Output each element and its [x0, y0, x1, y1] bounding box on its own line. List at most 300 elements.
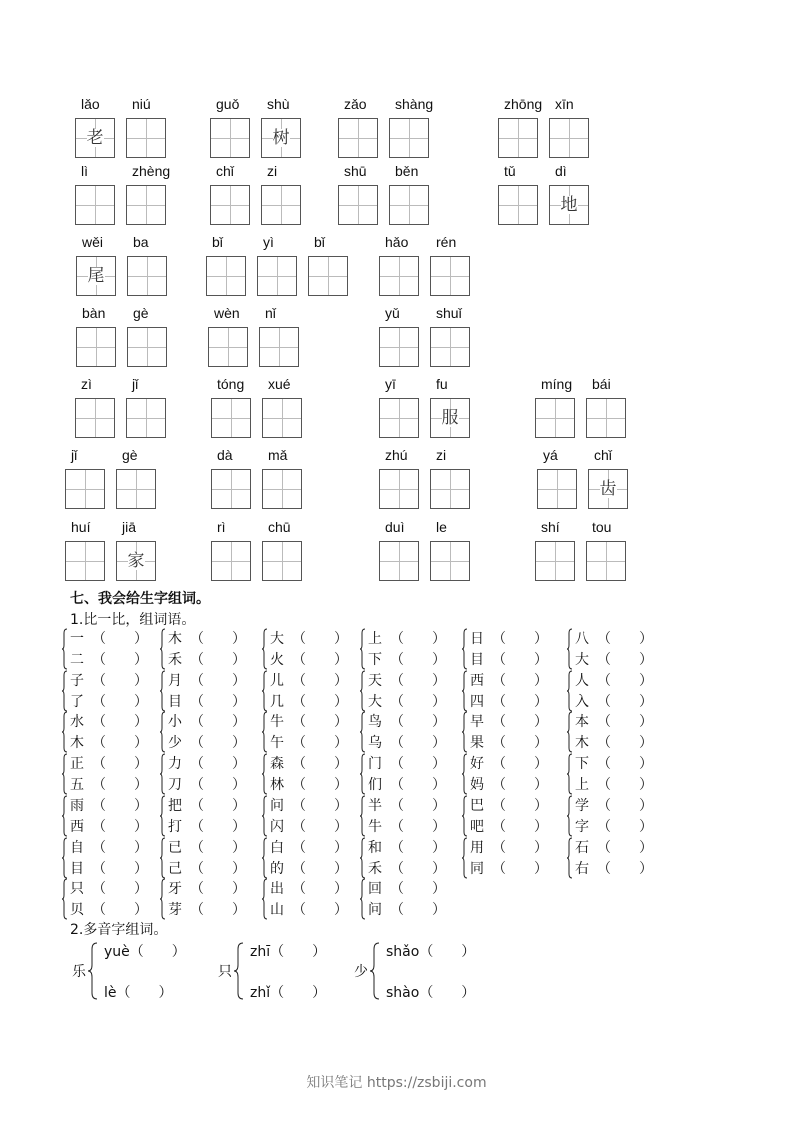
answer-blank[interactable]: （ ）	[390, 735, 446, 752]
compare-pair	[62, 837, 160, 879]
tianzige-box[interactable]	[430, 541, 470, 581]
pinyin-label: huí	[71, 519, 91, 535]
pinyin-label: zhōng	[504, 96, 543, 112]
answer-blank[interactable]: （ ）	[292, 693, 348, 710]
tianzige-box[interactable]	[389, 118, 429, 158]
tianzige-box[interactable]	[379, 256, 419, 296]
compare-pair	[567, 628, 665, 670]
tianzige-box[interactable]	[588, 469, 628, 509]
pinyin-label: ba	[133, 234, 149, 250]
compare-pair	[567, 837, 665, 879]
tianzige-box[interactable]	[65, 469, 105, 509]
answer-blank[interactable]: （ ）	[270, 944, 327, 960]
pinyin-label: zhèng	[132, 163, 171, 179]
tianzige-box[interactable]	[127, 256, 167, 296]
compare-character: 问	[270, 797, 284, 814]
compare-character: 早	[470, 714, 484, 731]
tianzige-box[interactable]	[379, 469, 419, 509]
tianzige-box[interactable]	[211, 541, 251, 581]
answer-blank[interactable]: （ ）	[190, 631, 246, 647]
answer-blank[interactable]: （ ）	[190, 881, 246, 898]
compare-character: 人	[575, 672, 589, 689]
brace-icon	[62, 837, 67, 879]
answer-blank[interactable]: （ ）	[129, 944, 186, 960]
tianzige-box[interactable]	[208, 327, 248, 367]
pinyin-label: shàng	[395, 96, 434, 112]
compare-character: 木	[575, 735, 589, 752]
compare-pair	[262, 753, 360, 795]
answer-blank[interactable]: （ ）	[190, 735, 246, 752]
answer-blank[interactable]: （ ）	[292, 860, 348, 877]
tianzige-box[interactable]	[262, 398, 302, 438]
tianzige-box[interactable]	[379, 327, 419, 367]
polyphone-character: 乐	[72, 964, 86, 980]
answer-blank[interactable]: （ ）	[92, 693, 148, 710]
compare-character: 妈	[470, 777, 484, 794]
pinyin-label: shuǐ	[436, 305, 462, 321]
compare-character: 和	[368, 839, 382, 856]
pinyin-label: le	[436, 519, 447, 535]
pinyin-label: chǐ	[216, 163, 234, 179]
brace-icon	[88, 942, 98, 1004]
brace-icon	[262, 628, 267, 670]
answer-blank[interactable]: （ ）	[492, 860, 548, 877]
compare-character: 森	[270, 756, 284, 773]
reading-pinyin: yuè	[104, 944, 130, 960]
tianzige-box[interactable]	[535, 541, 575, 581]
answer-blank[interactable]: （ ）	[390, 881, 446, 898]
answer-blank[interactable]: （ ）	[390, 797, 446, 814]
pinyin-label: hǎo	[385, 234, 409, 250]
reading-pinyin: lè	[104, 985, 117, 1001]
brace-icon	[567, 753, 572, 795]
polyphone-reading	[250, 941, 326, 961]
brace-icon	[234, 942, 244, 1004]
answer-blank[interactable]: （ ）	[92, 672, 148, 689]
tianzige-box[interactable]	[586, 541, 626, 581]
answer-blank[interactable]: （ ）	[190, 652, 246, 668]
answer-blank[interactable]: （ ）	[597, 860, 653, 877]
compare-pair	[160, 878, 258, 920]
pinyin-label: jiā	[122, 519, 137, 535]
compare-pair	[160, 711, 258, 753]
compare-character: 四	[470, 693, 484, 710]
reading-pinyin: zhī	[250, 944, 271, 960]
compare-character: 果	[470, 735, 484, 752]
compare-pair	[462, 670, 560, 712]
answer-blank[interactable]: （ ）	[190, 714, 246, 731]
compare-character: 半	[368, 797, 382, 814]
answer-blank[interactable]: （ ）	[190, 672, 246, 689]
compare-character: 把	[168, 797, 182, 814]
answer-blank[interactable]: （ ）	[190, 777, 246, 794]
pinyin-label: yá	[543, 447, 558, 463]
compare-character: 儿	[270, 672, 284, 689]
brace-icon	[160, 837, 165, 879]
answer-blank[interactable]: （ ）	[390, 756, 446, 773]
tianzige-box[interactable]	[262, 541, 302, 581]
answer-blank[interactable]: （ ）	[92, 818, 148, 835]
compare-character: 下	[575, 756, 589, 773]
compare-character: 月	[168, 672, 182, 689]
pinyin-label: běn	[395, 163, 419, 179]
compare-pair	[160, 628, 258, 670]
answer-blank[interactable]: （ ）	[492, 756, 548, 773]
answer-blank[interactable]: （ ）	[92, 839, 148, 856]
pinyin-label: tou	[592, 519, 612, 535]
answer-blank[interactable]: （ ）	[597, 631, 653, 647]
pinyin-label: gè	[133, 305, 149, 321]
pinyin-label: bǐ	[314, 234, 325, 250]
compare-character: 小	[168, 714, 182, 731]
compare-character: 林	[270, 777, 284, 794]
compare-character: 西	[70, 818, 84, 835]
brace-icon	[567, 711, 572, 753]
answer-blank[interactable]: （ ）	[492, 735, 548, 752]
compare-character: 下	[368, 652, 382, 668]
tianzige-box[interactable]	[379, 541, 419, 581]
answer-blank[interactable]: （ ）	[292, 652, 348, 668]
pinyin-label: mǎ	[268, 447, 288, 463]
tianzige-box[interactable]	[75, 398, 115, 438]
compare-pair	[262, 670, 360, 712]
tianzige-box[interactable]	[430, 256, 470, 296]
tianzige-box[interactable]	[126, 118, 166, 158]
compare-character: 白	[270, 839, 284, 856]
brace-icon	[462, 753, 467, 795]
answer-blank[interactable]: （ ）	[390, 902, 446, 919]
compare-character: 雨	[70, 797, 84, 814]
pinyin-label: bǐ	[212, 234, 223, 250]
compare-character: 字	[575, 818, 589, 835]
tianzige-box[interactable]	[261, 185, 301, 225]
brace-icon	[160, 878, 165, 920]
compare-character: 问	[368, 902, 382, 919]
answer-blank[interactable]: （ ）	[92, 714, 148, 731]
compare-pair	[62, 878, 160, 920]
brace-icon	[360, 837, 365, 879]
compare-pair	[462, 753, 560, 795]
answer-blank[interactable]: （ ）	[390, 631, 446, 647]
given-character: 服	[441, 408, 459, 428]
tianzige-box[interactable]	[259, 327, 299, 367]
compare-character: 少	[168, 735, 182, 752]
answer-blank[interactable]: （ ）	[116, 985, 173, 1001]
pinyin-label: zhú	[385, 447, 408, 463]
tianzige-box[interactable]	[379, 398, 419, 438]
tianzige-box[interactable]	[498, 118, 538, 158]
pinyin-label: jǐ	[132, 376, 139, 392]
compare-character: 水	[70, 714, 84, 731]
answer-blank[interactable]: （ ）	[92, 860, 148, 877]
compare-character: 贝	[70, 902, 84, 919]
answer-blank[interactable]: （ ）	[492, 672, 548, 689]
pinyin-label: tǔ	[504, 163, 516, 179]
answer-blank[interactable]: （ ）	[390, 714, 446, 731]
compare-pair	[462, 795, 560, 837]
answer-blank[interactable]: （ ）	[390, 777, 446, 794]
tianzige-box[interactable]	[65, 541, 105, 581]
tianzige-box[interactable]	[126, 398, 166, 438]
tianzige-box[interactable]	[76, 256, 116, 296]
pinyin-label: shí	[541, 519, 560, 535]
tianzige-box[interactable]	[498, 185, 538, 225]
tianzige-box[interactable]	[549, 185, 589, 225]
compare-pair	[567, 670, 665, 712]
pinyin-label: rì	[217, 519, 226, 535]
polyphone-reading	[104, 982, 173, 1002]
reading-pinyin: shào	[386, 985, 420, 1001]
answer-blank[interactable]: （ ）	[292, 797, 348, 814]
compare-pair	[62, 753, 160, 795]
answer-blank[interactable]: （ ）	[270, 985, 327, 1001]
polyphone-reading	[386, 982, 475, 1002]
compare-pair	[160, 753, 258, 795]
compare-character: 上	[575, 777, 589, 794]
subsection-title: 2.多音字组词。	[70, 922, 168, 938]
tianzige-box[interactable]	[126, 185, 166, 225]
brace-icon	[360, 711, 365, 753]
tianzige-box[interactable]	[127, 327, 167, 367]
answer-blank[interactable]: （ ）	[390, 839, 446, 856]
answer-blank[interactable]: （ ）	[92, 902, 148, 919]
answer-blank[interactable]: （ ）	[190, 797, 246, 814]
tianzige-box[interactable]	[308, 256, 348, 296]
pinyin-label: lì	[81, 163, 88, 179]
tianzige-box[interactable]	[261, 118, 301, 158]
tianzige-box[interactable]	[211, 398, 251, 438]
answer-blank[interactable]: （ ）	[92, 777, 148, 794]
answer-blank[interactable]: （ ）	[292, 631, 348, 647]
brace-icon	[262, 795, 267, 837]
compare-pair	[462, 837, 560, 879]
answer-blank[interactable]: （ ）	[390, 860, 446, 877]
compare-character: 五	[70, 777, 84, 794]
compare-character: 天	[368, 672, 382, 689]
compare-character: 好	[470, 756, 484, 773]
tianzige-box[interactable]	[210, 118, 250, 158]
tianzige-box[interactable]	[75, 118, 115, 158]
compare-pair	[360, 670, 458, 712]
answer-blank[interactable]: （ ）	[190, 756, 246, 773]
tianzige-box[interactable]	[338, 185, 378, 225]
pinyin-label: wèn	[214, 305, 240, 321]
answer-blank[interactable]: （ ）	[492, 631, 548, 647]
answer-blank[interactable]: （ ）	[292, 902, 348, 919]
pinyin-label: dà	[217, 447, 233, 463]
compare-character: 鸟	[368, 714, 382, 731]
answer-blank[interactable]: （ ）	[419, 985, 476, 1001]
tianzige-box[interactable]	[257, 256, 297, 296]
answer-blank[interactable]: （ ）	[492, 693, 548, 710]
polyphone-reading	[250, 982, 326, 1002]
tianzige-box[interactable]	[211, 469, 251, 509]
answer-blank[interactable]: （ ）	[390, 818, 446, 835]
pinyin-label: xīn	[555, 96, 574, 112]
tianzige-box[interactable]	[535, 398, 575, 438]
compare-pair	[262, 795, 360, 837]
compare-pair	[360, 753, 458, 795]
answer-blank[interactable]: （ ）	[597, 714, 653, 731]
answer-blank[interactable]: （ ）	[597, 839, 653, 856]
polyphone-reading	[386, 941, 475, 961]
answer-blank[interactable]: （ ）	[92, 652, 148, 668]
brace-icon	[360, 878, 365, 920]
tianzige-box[interactable]	[206, 256, 246, 296]
brace-icon	[360, 628, 365, 670]
answer-blank[interactable]: （ ）	[597, 652, 653, 668]
pinyin-label: chǐ	[594, 447, 612, 463]
answer-blank[interactable]: （ ）	[597, 735, 653, 752]
answer-blank[interactable]: （ ）	[292, 735, 348, 752]
answer-blank[interactable]: （ ）	[292, 777, 348, 794]
tianzige-box[interactable]	[338, 118, 378, 158]
answer-blank[interactable]: （ ）	[492, 777, 548, 794]
brace-icon	[462, 795, 467, 837]
pinyin-label: bàn	[82, 305, 106, 321]
tianzige-box[interactable]	[537, 469, 577, 509]
compare-character: 禾	[168, 652, 182, 668]
answer-blank[interactable]: （ ）	[190, 839, 246, 856]
brace-icon	[160, 628, 165, 670]
answer-blank[interactable]: （ ）	[292, 818, 348, 835]
polyphone-reading	[104, 941, 186, 961]
tianzige-box[interactable]	[262, 469, 302, 509]
pinyin-label: yì	[263, 234, 274, 250]
answer-blank[interactable]: （ ）	[292, 714, 348, 731]
answer-blank[interactable]: （ ）	[492, 714, 548, 731]
compare-character: 大	[270, 631, 284, 647]
tianzige-box[interactable]	[549, 118, 589, 158]
answer-blank[interactable]: （ ）	[292, 881, 348, 898]
compare-character: 目	[470, 652, 484, 668]
compare-pair	[360, 837, 458, 879]
compare-character: 大	[368, 693, 382, 710]
tianzige-box[interactable]	[116, 541, 156, 581]
answer-blank[interactable]: （ ）	[597, 693, 653, 710]
compare-pair	[62, 711, 160, 753]
tianzige-box[interactable]	[210, 185, 250, 225]
answer-blank[interactable]: （ ）	[92, 881, 148, 898]
compare-character: 石	[575, 839, 589, 856]
brace-icon	[567, 670, 572, 712]
brace-icon	[262, 711, 267, 753]
compare-character: 牙	[168, 881, 182, 898]
tianzige-box[interactable]	[389, 185, 429, 225]
compare-character: 闪	[270, 818, 284, 835]
answer-blank[interactable]: （ ）	[390, 652, 446, 668]
answer-blank[interactable]: （ ）	[190, 818, 246, 835]
pinyin-label: jǐ	[71, 447, 78, 463]
brace-icon	[462, 837, 467, 879]
tianzige-box[interactable]	[76, 327, 116, 367]
answer-blank[interactable]: （ ）	[492, 797, 548, 814]
answer-blank[interactable]: （ ）	[597, 756, 653, 773]
answer-blank[interactable]: （ ）	[92, 735, 148, 752]
compare-character: 禾	[368, 860, 382, 877]
answer-blank[interactable]: （ ）	[419, 944, 476, 960]
compare-character: 吧	[470, 818, 484, 835]
compare-character: 午	[270, 735, 284, 752]
tianzige-box[interactable]	[430, 469, 470, 509]
compare-character: 同	[470, 860, 484, 877]
brace-icon	[262, 670, 267, 712]
section-title: 七、我会给生字组词。	[70, 591, 210, 607]
answer-blank[interactable]: （ ）	[492, 839, 548, 856]
answer-blank[interactable]: （ ）	[597, 818, 653, 835]
brace-icon	[62, 795, 67, 837]
brace-icon	[360, 753, 365, 795]
compare-pair	[160, 795, 258, 837]
pinyin-label: duì	[385, 519, 405, 535]
compare-character: 刀	[168, 777, 182, 794]
answer-blank[interactable]: （ ）	[292, 756, 348, 773]
answer-blank[interactable]: （ ）	[492, 652, 548, 668]
tianzige-box[interactable]	[75, 185, 115, 225]
compare-character: 大	[575, 652, 589, 668]
compare-character: 几	[270, 693, 284, 710]
pinyin-label: niú	[132, 96, 151, 112]
answer-blank[interactable]: （ ）	[597, 797, 653, 814]
polyphone-character: 只	[218, 964, 232, 980]
subsection-title: 1.比一比，组词语。	[70, 612, 196, 628]
compare-pair	[567, 711, 665, 753]
tianzige-box[interactable]	[586, 398, 626, 438]
tianzige-box[interactable]	[430, 327, 470, 367]
answer-blank[interactable]: （ ）	[292, 672, 348, 689]
given-character: 尾	[87, 266, 105, 286]
compare-character: 芽	[168, 902, 182, 919]
tianzige-box[interactable]	[430, 398, 470, 438]
compare-character: 山	[270, 902, 284, 919]
answer-blank[interactable]: （ ）	[92, 797, 148, 814]
answer-blank[interactable]: （ ）	[92, 631, 148, 647]
answer-blank[interactable]: （ ）	[597, 777, 653, 794]
compare-character: 用	[470, 839, 484, 856]
answer-blank[interactable]: （ ）	[190, 693, 246, 710]
given-character: 树	[272, 128, 290, 148]
answer-blank[interactable]: （ ）	[492, 818, 548, 835]
answer-blank[interactable]: （ ）	[390, 672, 446, 689]
brace-icon	[160, 795, 165, 837]
pinyin-label: guǒ	[216, 96, 240, 112]
compare-character: 了	[70, 693, 84, 710]
answer-blank[interactable]: （ ）	[597, 672, 653, 689]
pinyin-label: zi	[436, 447, 447, 463]
tianzige-box[interactable]	[116, 469, 156, 509]
brace-icon	[370, 942, 380, 1004]
compare-character: 入	[575, 693, 589, 710]
pinyin-label: yǔ	[385, 305, 400, 321]
compare-character: 的	[270, 860, 284, 877]
pinyin-label: tóng	[217, 376, 245, 392]
compare-character: 打	[168, 818, 182, 835]
compare-character: 一	[70, 631, 84, 647]
compare-character: 自	[70, 839, 84, 856]
answer-blank[interactable]: （ ）	[92, 756, 148, 773]
answer-blank[interactable]: （ ）	[190, 860, 246, 877]
answer-blank[interactable]: （ ）	[292, 839, 348, 856]
compare-character: 乌	[368, 735, 382, 752]
compare-character: 八	[575, 631, 589, 647]
brace-icon	[160, 753, 165, 795]
pinyin-label: lǎo	[81, 96, 100, 112]
pinyin-label: míng	[541, 376, 573, 392]
brace-icon	[160, 711, 165, 753]
compare-pair	[62, 628, 160, 670]
answer-blank[interactable]: （ ）	[390, 693, 446, 710]
answer-blank[interactable]: （ ）	[190, 902, 246, 919]
